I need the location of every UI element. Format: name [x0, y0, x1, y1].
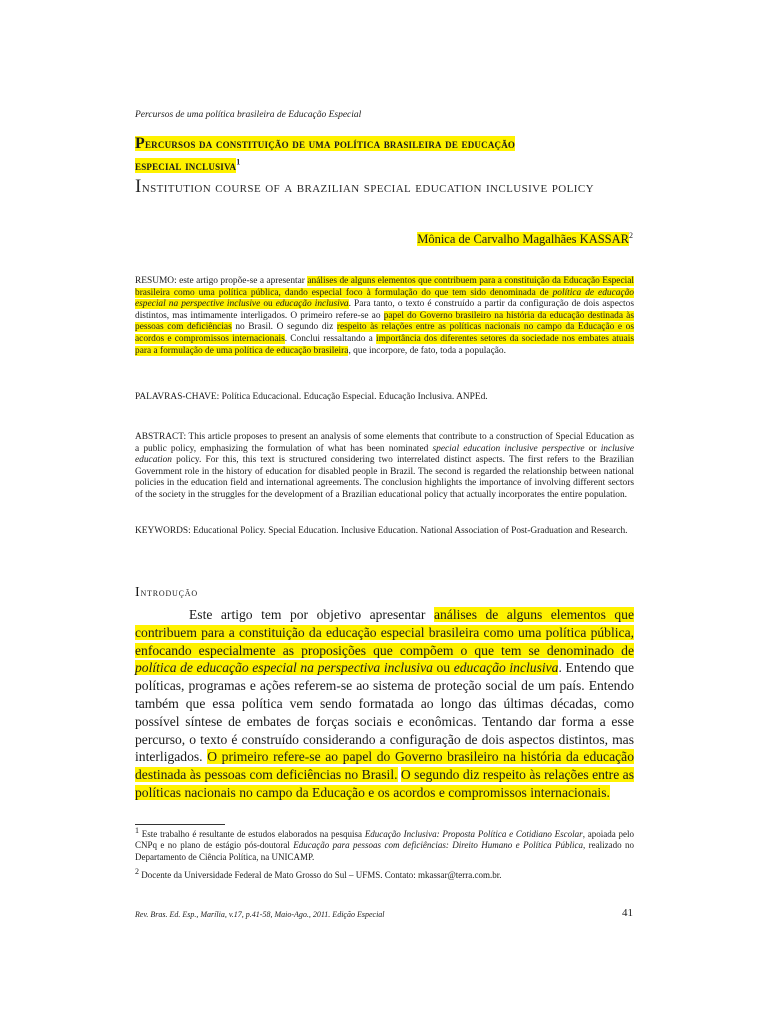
abstract-text: or — [584, 443, 601, 454]
introduction-heading — [135, 585, 198, 601]
resumo-text: . Para tanto, o texto é construído a partir da configuração de dois aspectos distintos, mas intimamente interligados. O primeiro refere-se ao — [135, 299, 634, 321]
author-footnote-ref[interactable]: 2 — [629, 230, 633, 240]
intro-highlight-3: O segundo diz respeito às relações entre as políticas nacionais no campo da Educação e os acordos e compromissos internacionais. — [135, 767, 634, 800]
abstract-text: policy. For this, this text is structured considering two interrelated distinct aspects. The first refers to the Brazilian Government role in the history of education for disabled people in Brazil. The second is regarded the relationship between national policies in the education field and international agreements. The conclusion highlights the importance of involving different sectors of the society in the struggles for the development of a Brazilian educational policy that actually incorporates the entire population. — [135, 455, 634, 500]
abstract-paragraph — [135, 432, 634, 502]
resumo-hl-text: análises de alguns elementos que contribuem para a constituição da Educação Especial brasileira como uma política pública, dando especial foco à formulação do que tem sido denominada de — [135, 276, 634, 298]
title-line-2: especial inclusiva — [135, 158, 237, 173]
footnote-italic: Educação para pessoas com deficiências: Direito Humano e Política Pública — [293, 840, 583, 851]
footnote-text: , apoiada pelo CNPq e no plano de estágio pós-doutoral — [135, 829, 634, 851]
resumo-text: , que incorpore, de fato, toda a população. — [348, 345, 506, 356]
footnote-2 — [135, 867, 634, 881]
resumo-paragraph — [135, 276, 634, 357]
running-head: Percursos de uma política brasileira de Educação Especial — [135, 110, 362, 120]
footnote-text: Este trabalho é resultante de estudos elaborados na pesquisa — [139, 829, 365, 839]
author-name: Mônica de Carvalho Magalhães KASSAR — [417, 232, 629, 246]
resumo-text: RESUMO: este artigo propõe-se a apresentar — [135, 276, 308, 286]
keywords: KEYWORDS: Educational Policy. Special Education. Inclusive Education. National Association of Post-Graduation and Research. — [135, 526, 628, 536]
footnote-divider — [135, 824, 225, 825]
intro-text: Este artigo tem por objetivo apresentar — [189, 607, 434, 622]
page-number: 41 — [622, 907, 633, 919]
resumo-text: no Brasil. O segundo diz — [231, 322, 337, 333]
intro-hl-text: ou — [432, 660, 454, 676]
title-initial: P — [135, 135, 145, 152]
resumo-text: . Conclui ressaltando a — [284, 333, 376, 344]
footnote-1 — [135, 826, 634, 863]
title-highlight — [135, 136, 515, 173]
abstract-italic: special education inclusive perspective — [432, 443, 585, 454]
resumo-highlight-3: respeito às relações entre as políticas nacionais no campo da Educação e os acordos e compromissos internacionais — [135, 322, 634, 344]
abstract-italic: inclusive education — [135, 443, 635, 466]
footnote-text: Docente da Universidade Federal de Mato Grosso do Sul – UFMS. Contato: mkassar@terra.com.br. — [139, 870, 502, 880]
intro-hl-italic: política de educação especial na perspectiva inclusiva — [135, 660, 433, 676]
footnote-text: , realizado no Departamento de Ciência Política, na UNICAMP. — [135, 840, 634, 862]
footnote-italic: Educação Inclusiva: Proposta Política e Cotidiano Escolar — [364, 829, 583, 839]
resumo-hl-italic: educação inclusiva — [275, 299, 349, 310]
journal-citation: Rev. Bras. Ed. Esp., Marília, v.17, p.41-58, Maio-Ago., 2011. Edição Especial — [135, 910, 385, 919]
resumo-hl-italic: política de educação especial na perspective inclusive — [135, 287, 634, 310]
title-footnote-ref[interactable]: 1 — [236, 157, 241, 167]
heading-text: ntrodução — [140, 585, 198, 599]
resumo-hl-text: ou — [260, 299, 276, 310]
subtitle-initial: I — [135, 176, 142, 197]
intro-highlight-2: O primeiro refere-se ao papel do Governo brasileiro na história da educação destinada às pessoas com deficiências no Brasil. — [135, 749, 634, 783]
palavras-chave: PALAVRAS-CHAVE: Política Educacional. Educação Especial. Educação Inclusiva. ANPEd. — [135, 392, 488, 402]
introduction-paragraph — [135, 606, 634, 802]
article-subtitle — [135, 176, 645, 198]
heading-initial: I — [135, 585, 141, 600]
resumo-highlight-4: importância dos diferentes setores da sociedade nos embates atuais para a formulação de uma política de educação brasileira — [135, 333, 634, 356]
intro-hl-italic: educação inclusiva — [453, 660, 559, 676]
footnote-1-number: 1 — [135, 826, 139, 835]
author-line — [417, 232, 633, 247]
footnote-2-number: 2 — [135, 867, 139, 876]
intro-hl-text: análises de alguns elementos que contribuem para a constituição da educação especial brasileira como uma política pública, enfocando especialmente as proposições que compõem o que tem se denominado de — [135, 607, 634, 658]
title-line-1: ercursos da constituição de uma política brasileira de educação — [144, 136, 516, 151]
resumo-highlight-2: papel do Governo brasileiro na história da educação destinada às pessoas com deficiências — [135, 310, 634, 333]
article-title — [135, 133, 645, 177]
intro-text: . Entendo que políticas, programas e ações referem-se ao sistema de proteção social de um país. Entendo também que essa política vem sendo formatada ao longo das últimas décadas, como possível síntese de embates de forças sociais e econômicas. Tentando dar forma a esse percurso, o texto é construído considerando a configuração de dois aspectos distintos, mas interligados. — [135, 660, 635, 765]
subtitle-text: nstitution course of a brazilian special education inclusive policy — [141, 180, 594, 196]
abstract-text: ABSTRACT: This article proposes to present an analysis of some elements that contribute to a construction of Special Education as a public policy, emphasizing the formulation of what has been nominated — [135, 432, 634, 454]
